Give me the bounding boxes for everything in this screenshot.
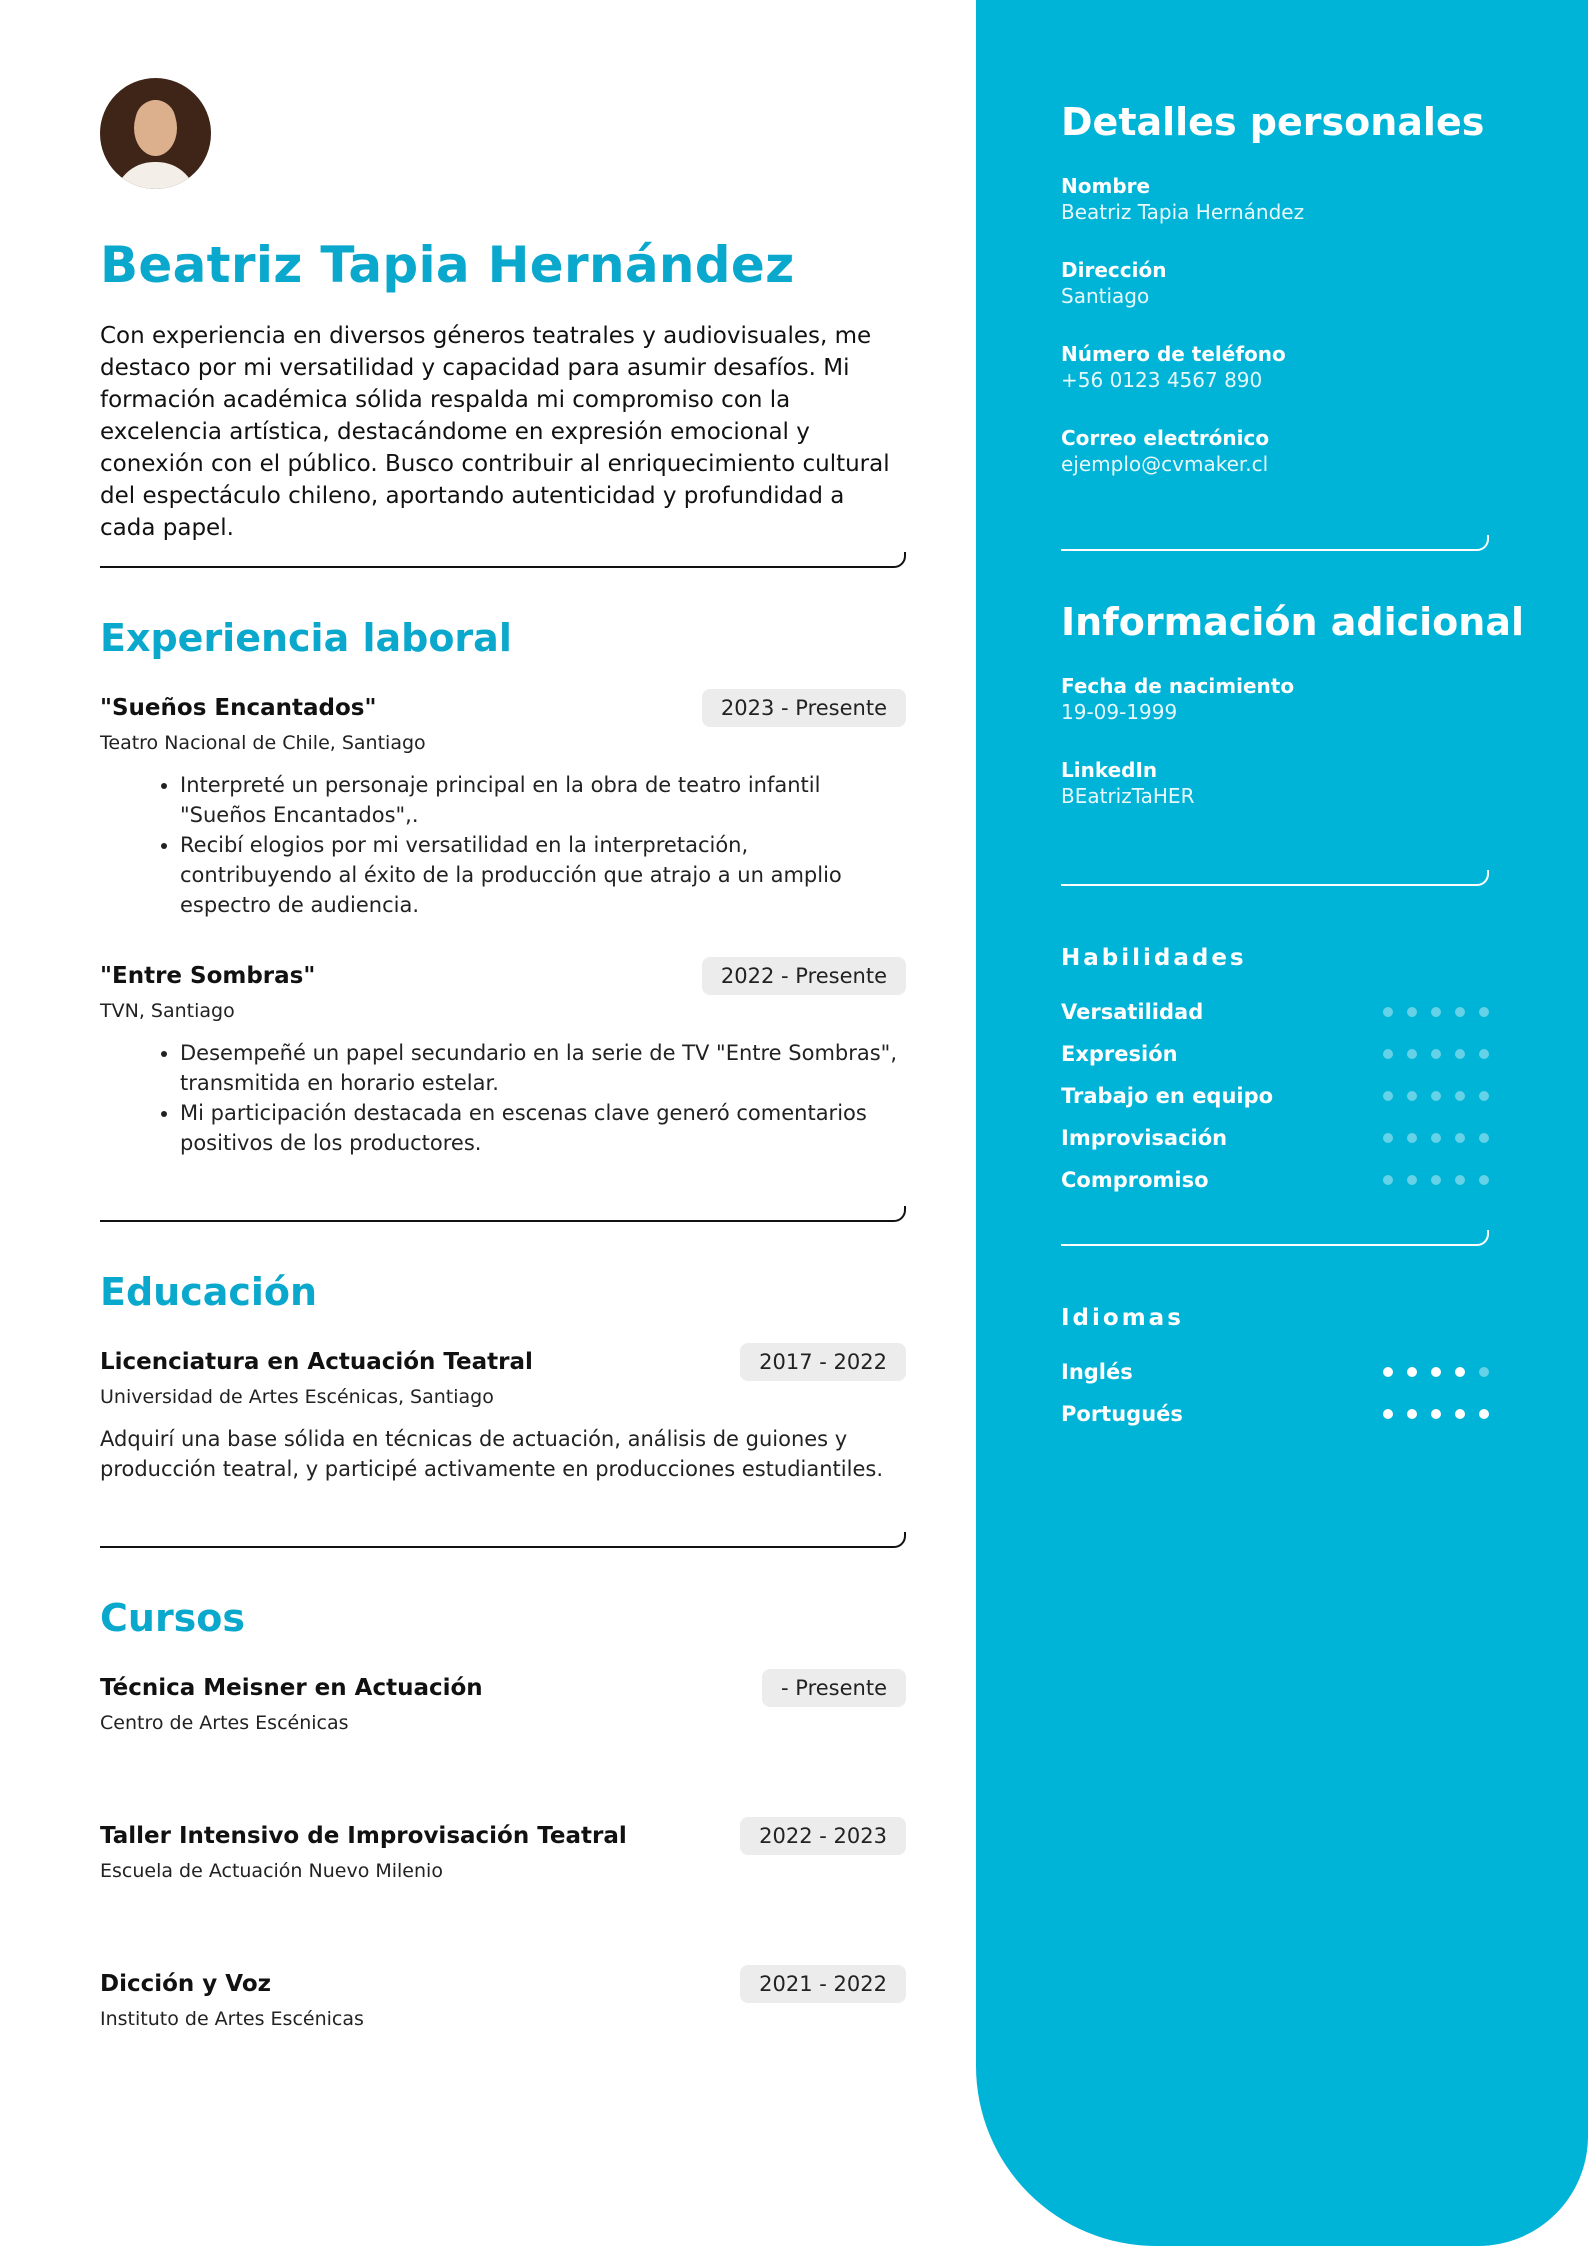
language-row (1061, 1399, 1489, 1429)
field-value: Beatriz Tapia Hernández (1061, 200, 1305, 224)
language-name: Inglés (1061, 1360, 1133, 1384)
rating-dot (1455, 1409, 1465, 1419)
field-linkedin (1061, 758, 1194, 808)
field-birthdate (1061, 674, 1294, 724)
field-value: Santiago (1061, 284, 1150, 308)
rating-dot (1431, 1175, 1441, 1185)
field-email (1061, 426, 1269, 476)
profile-summary: Con experiencia en diversos géneros teatrales y audiovisuales, me destaco por mi versatilidad y capacidad para asumir desafíos. Mi formación académica sólida respalda mi compromiso con la excelencia artística, destacándome en expresión emocional y conexión con el público. Busco contribuir al enriquecimiento cultural del espectáculo chileno, aportando autenticidad y profundidad a cada papel. (100, 323, 890, 541)
language-rating (1383, 1409, 1489, 1419)
rating-dot (1407, 1007, 1417, 1017)
course-entry (100, 1964, 906, 2030)
list-item: • Mi participación destacada en escenas clave generó comentarios positivos de los productores. (180, 1098, 906, 1158)
field-value: ejemplo@cvmaker.cl (1061, 452, 1269, 476)
skill-name: Versatilidad (1061, 1000, 1204, 1024)
rating-dot (1407, 1049, 1417, 1059)
skill-row (1061, 997, 1489, 1027)
entry-title: Licenciatura en Actuación Teatral (100, 1349, 533, 1375)
rating-dot (1407, 1409, 1417, 1419)
rating-dot (1431, 1049, 1441, 1059)
date-badge: 2021 - 2022 (740, 1965, 906, 2003)
entry-title: Técnica Meisner en Actuación (100, 1675, 483, 1701)
entry-place: TVN, Santiago (100, 1000, 235, 1022)
list-item: • Interpreté un personaje principal en la obra de teatro infantil "Sueños Encantados",. (180, 770, 906, 830)
rating-dot (1407, 1175, 1417, 1185)
rating-dot (1431, 1367, 1441, 1377)
date-badge: 2017 - 2022 (740, 1343, 906, 1381)
rating-dot (1383, 1007, 1393, 1017)
rating-dot (1479, 1007, 1489, 1017)
rating-dot (1455, 1049, 1465, 1059)
experience-entry (100, 688, 906, 920)
rating-dot (1479, 1049, 1489, 1059)
rating-dot (1407, 1133, 1417, 1143)
skill-name: Trabajo en equipo (1061, 1084, 1274, 1108)
rating-dot (1479, 1367, 1489, 1377)
rating-dot (1383, 1367, 1393, 1377)
skills-heading: Habilidades (1061, 945, 1247, 971)
list-item: • Desempeñé un papel secundario en la serie de TV "Entre Sombras", transmitida en horario estelar. (180, 1038, 906, 1098)
rating-dot (1383, 1133, 1393, 1143)
rating-dot (1431, 1091, 1441, 1101)
avatar-face (134, 100, 177, 156)
field-phone (1061, 342, 1286, 392)
field-address (1061, 258, 1166, 308)
rating-dot (1455, 1133, 1465, 1143)
entry-title: "Entre Sombras" (100, 963, 316, 989)
rating-dot (1455, 1175, 1465, 1185)
entry-place: Universidad de Artes Escénicas, Santiago (100, 1386, 494, 1408)
course-entry (100, 1668, 906, 1734)
rating-dot (1407, 1091, 1417, 1101)
rating-dot (1431, 1007, 1441, 1017)
field-label: Nombre (1061, 174, 1151, 198)
avatar (100, 78, 211, 189)
skill-row (1061, 1165, 1489, 1195)
rating-dot (1383, 1409, 1393, 1419)
rating-dot (1407, 1367, 1417, 1377)
rating-dot (1431, 1133, 1441, 1143)
skill-rating (1383, 1049, 1489, 1059)
skill-row (1061, 1123, 1489, 1153)
entry-title: "Sueños Encantados" (100, 695, 377, 721)
entry-place: Centro de Artes Escénicas (100, 1712, 349, 1734)
rating-dot (1455, 1091, 1465, 1101)
skill-rating (1383, 1007, 1489, 1017)
skill-row (1061, 1081, 1489, 1111)
field-label: Número de teléfono (1061, 342, 1286, 366)
rating-dot (1455, 1367, 1465, 1377)
divider (1061, 535, 1489, 551)
date-badge: 2022 - Presente (702, 957, 906, 995)
rating-dot (1455, 1007, 1465, 1017)
skill-rating (1383, 1175, 1489, 1185)
field-label: Correo electrónico (1061, 426, 1270, 450)
skill-name: Compromiso (1061, 1168, 1209, 1192)
entry-bullets (100, 770, 906, 920)
avatar-shirt (114, 162, 197, 189)
field-label: Fecha de nacimiento (1061, 674, 1295, 698)
education-heading: Educación (100, 1270, 318, 1314)
divider (100, 552, 906, 568)
skill-name: Expresión (1061, 1042, 1178, 1066)
languages-heading: Idiomas (1061, 1305, 1184, 1331)
experience-entry (100, 956, 906, 1158)
entry-place: Teatro Nacional de Chile, Santiago (100, 732, 426, 754)
rating-dot (1431, 1409, 1441, 1419)
date-badge: 2023 - Presente (702, 689, 906, 727)
date-badge: - Presente (762, 1669, 906, 1707)
rating-dot (1479, 1175, 1489, 1185)
rating-dot (1479, 1091, 1489, 1101)
date-badge: 2022 - 2023 (740, 1817, 906, 1855)
course-entry (100, 1816, 906, 1882)
divider (100, 1206, 906, 1222)
divider (100, 1532, 906, 1548)
entry-title: Taller Intensivo de Improvisación Teatral (100, 1823, 627, 1849)
divider (1061, 870, 1489, 886)
entry-place: Escuela de Actuación Nuevo Milenio (100, 1860, 443, 1882)
language-name: Portugués (1061, 1402, 1183, 1426)
field-value: +56 0123 4567 890 (1061, 368, 1263, 392)
rating-dot (1479, 1409, 1489, 1419)
skill-name: Improvisación (1061, 1126, 1228, 1150)
divider (1061, 1230, 1489, 1246)
entry-place: Instituto de Artes Escénicas (100, 2008, 364, 2030)
experience-heading: Experiencia laboral (100, 616, 512, 660)
skill-rating (1383, 1091, 1489, 1101)
field-value: 19-09-1999 (1061, 700, 1178, 724)
education-entry (100, 1342, 906, 1484)
language-row (1061, 1357, 1489, 1387)
field-label: Dirección (1061, 258, 1167, 282)
rating-dot (1383, 1049, 1393, 1059)
skill-rating (1383, 1133, 1489, 1143)
entry-bullets (100, 1038, 906, 1158)
page-title: Beatriz Tapia Hernández (100, 236, 795, 294)
entry-description: Adquirí una base sólida en técnicas de actuación, análisis de guiones y producción teatral, y participé activamente en producciones estudiantiles. (100, 1427, 883, 1481)
field-label: LinkedIn (1061, 758, 1158, 782)
language-rating (1383, 1367, 1489, 1377)
rating-dot (1479, 1133, 1489, 1143)
additional-info-heading: Información adicional (1061, 600, 1524, 644)
rating-dot (1383, 1175, 1393, 1185)
personal-details-heading: Detalles personales (1061, 100, 1485, 144)
entry-title: Dicción y Voz (100, 1971, 272, 1997)
skill-row (1061, 1039, 1489, 1069)
courses-heading: Cursos (100, 1596, 246, 1640)
list-item: • Recibí elogios por mi versatilidad en la interpretación, contribuyendo al éxito de la producción que atrajo a un amplio espectro de audiencia. (180, 830, 906, 920)
rating-dot (1383, 1091, 1393, 1101)
sidebar (976, 0, 1588, 2246)
field-name (1061, 174, 1304, 224)
field-value: BEatrizTaHER (1061, 784, 1195, 808)
